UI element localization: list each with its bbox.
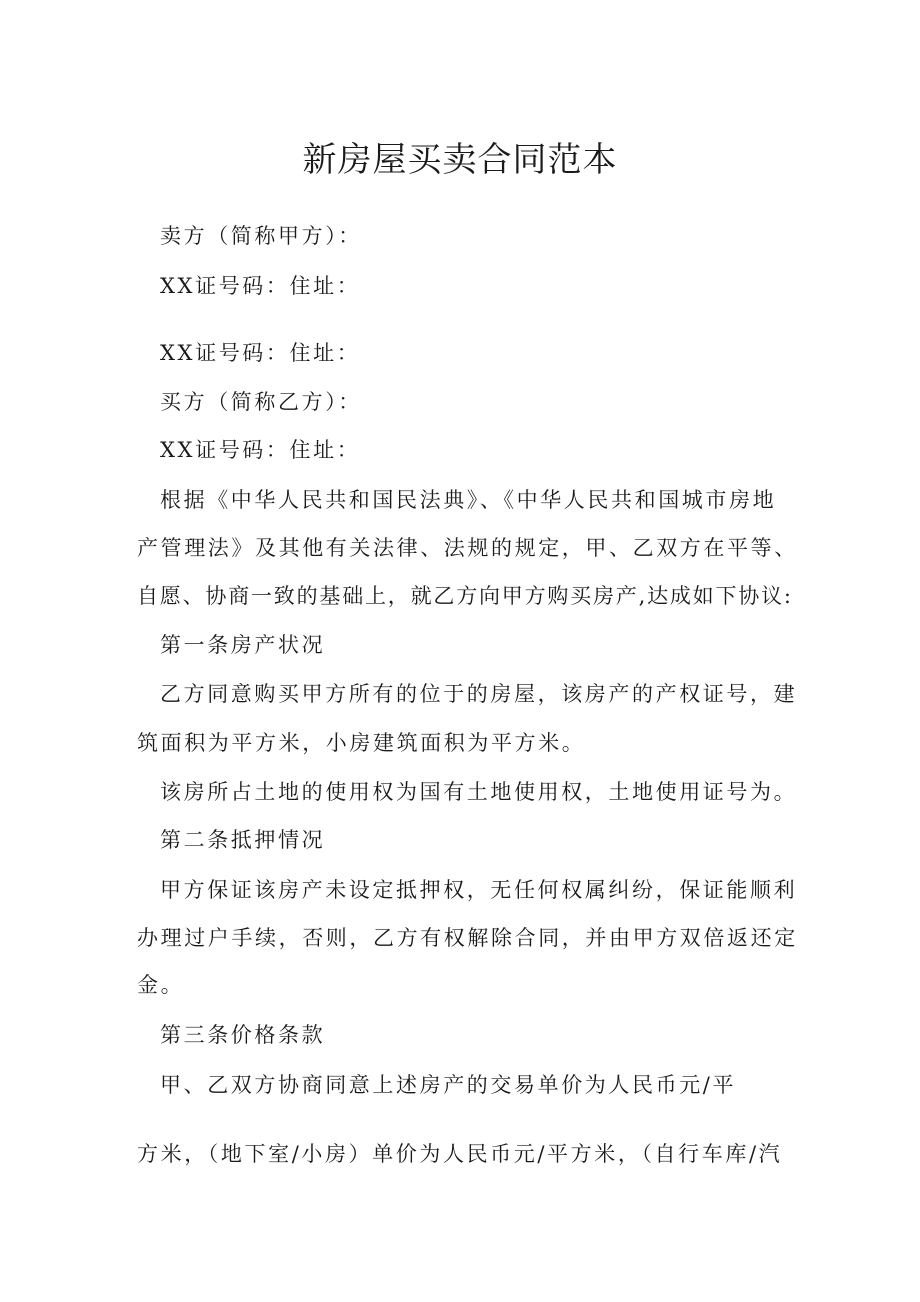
article-3-para-line-2: 方米，（地下室/小房）单价为人民币元/平方米，（自行车库/汽 — [137, 1142, 783, 1166]
seller-id-address-1: XX证号码：住址： — [160, 274, 361, 298]
article-1-heading: 第一条房产状况 — [160, 633, 326, 657]
document-title: 新房屋买卖合同范本 — [302, 140, 618, 180]
buyer-label: 买方（简称乙方）： — [160, 390, 362, 414]
preamble-line-1: 根据《中华人民共和国民法典》、《中华人民共和国城市房地 — [160, 488, 777, 512]
article-2-para-line-1: 甲方保证该房产未设定抵押权，无任何权属纠纷，保证能顺利 — [160, 878, 798, 902]
article-1-para-2: 该房所占土地的使用权为国有土地使用权，土地使用证号为。 — [160, 780, 798, 804]
preamble-line-3: 自愿、协商一致的基础上，就乙方向甲方购买房产,达成如下协议: — [137, 584, 793, 608]
article-2-heading: 第二条抵押情况 — [160, 828, 326, 852]
preamble-line-2: 产管理法》及其他有关法律、法规的规定，甲、乙双方在平等、 — [137, 536, 798, 560]
article-2-para-line-2: 办理过户手续，否则，乙方有权解除合同，并由甲方双倍返还定 — [137, 926, 798, 950]
seller-label: 卖方（简称甲方）： — [160, 224, 362, 248]
article-1-para-1-line-1: 乙方同意购买甲方所有的位于的房屋，该房产的产权证号，建 — [160, 682, 798, 706]
article-3-para-line-1: 甲、乙双方协商同意上述房产的交易单价为人民币元/平 — [160, 1073, 737, 1097]
article-1-para-1-line-2: 筑面积为平方米，小房建筑面积为平方米。 — [137, 731, 586, 755]
article-3-heading: 第三条价格条款 — [160, 1023, 326, 1047]
article-2-para-line-3: 金。 — [137, 973, 185, 997]
buyer-id-address: XX证号码：住址： — [160, 438, 361, 462]
seller-id-address-2: XX证号码：住址： — [160, 341, 361, 365]
